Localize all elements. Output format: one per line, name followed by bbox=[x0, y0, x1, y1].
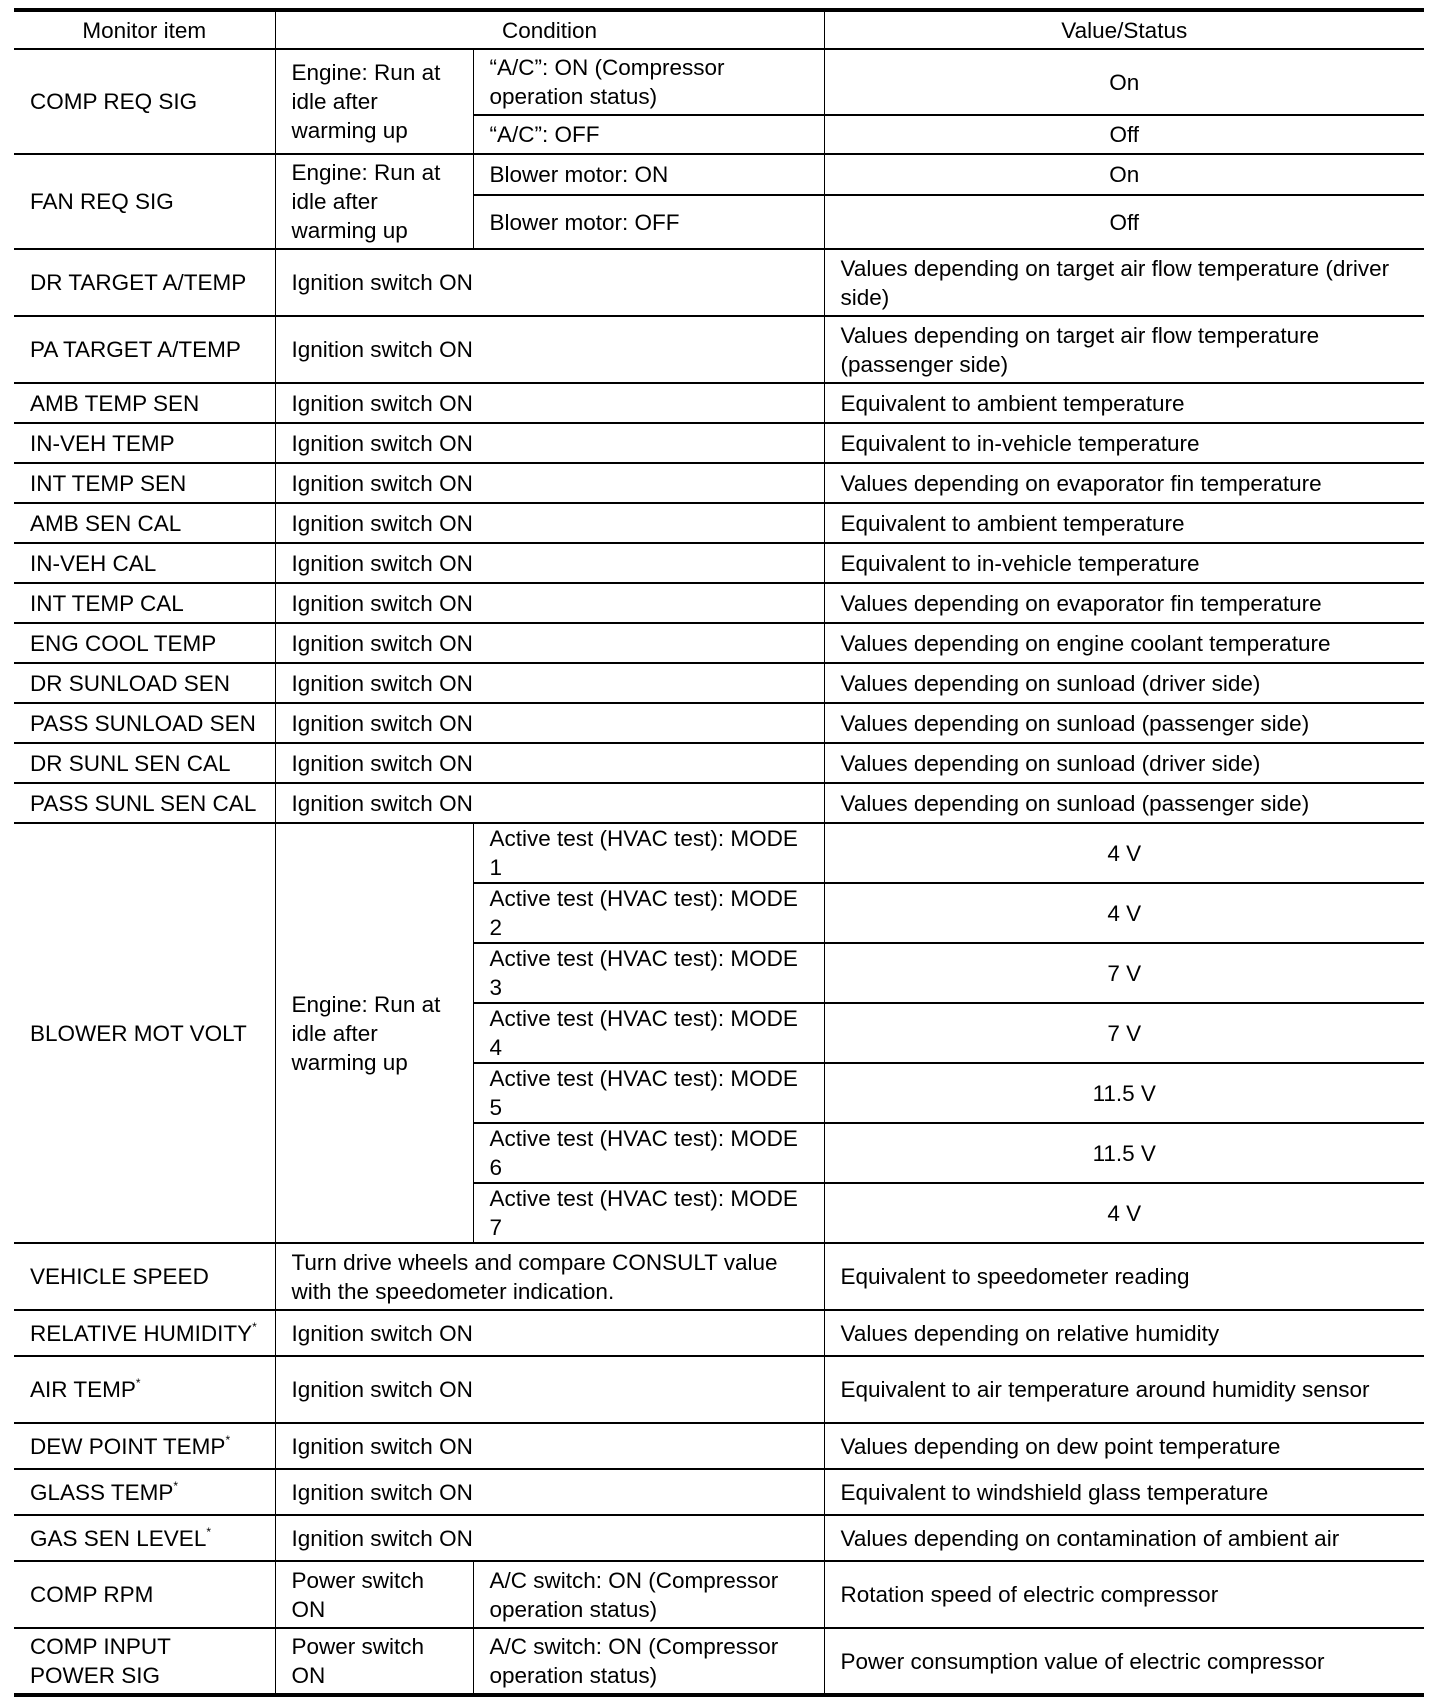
monitor-item-cell bbox=[14, 1423, 275, 1469]
monitor-item-cell: AMB TEMP SEN bbox=[14, 383, 275, 423]
monitor-item-cell: DR SUNL SEN CAL bbox=[14, 743, 275, 783]
sub-condition-cell: A/C switch: ON (Compressor operation status) bbox=[473, 1628, 824, 1695]
condition-cell: Ignition switch ON bbox=[275, 1310, 824, 1356]
table-row bbox=[14, 623, 1424, 663]
value-cell: Values depending on sunload (passenger side) bbox=[824, 783, 1424, 823]
value-cell: 4 V bbox=[824, 1183, 1424, 1243]
sub-condition-cell: Active test (HVAC test): MODE 7 bbox=[473, 1183, 824, 1243]
sub-condition-cell: Active test (HVAC test): MODE 5 bbox=[473, 1063, 824, 1123]
monitor-item-cell: ENG COOL TEMP bbox=[14, 623, 275, 663]
table-row bbox=[14, 249, 1424, 316]
monitor-item-label: DEW POINT TEMP bbox=[30, 1433, 226, 1459]
condition-cell: Ignition switch ON bbox=[275, 383, 824, 423]
condition-cell: Ignition switch ON bbox=[275, 703, 824, 743]
table-row bbox=[14, 1469, 1424, 1515]
condition-cell: Ignition switch ON bbox=[275, 743, 824, 783]
monitor-item-cell: COMP INPUT POWER SIG bbox=[14, 1628, 275, 1695]
value-cell: Off bbox=[824, 195, 1424, 249]
condition-cell: Turn drive wheels and compare CONSULT value with the speedometer indication. bbox=[275, 1243, 824, 1310]
monitor-item-label: GLASS TEMP bbox=[30, 1479, 174, 1505]
value-cell: Values depending on target air flow temperature (passenger side) bbox=[824, 316, 1424, 383]
condition-cell: Ignition switch ON bbox=[275, 1469, 824, 1515]
value-cell: On bbox=[824, 49, 1424, 115]
value-cell: Equivalent to in-vehicle temperature bbox=[824, 543, 1424, 583]
sub-condition-cell: “A/C”: ON (Compressor operation status) bbox=[473, 49, 824, 115]
table-row bbox=[14, 503, 1424, 543]
value-cell: 4 V bbox=[824, 883, 1424, 943]
monitor-item-cell: INT TEMP SEN bbox=[14, 463, 275, 503]
condition-cell: Power switch ON bbox=[275, 1628, 473, 1695]
sub-condition-cell: Active test (HVAC test): MODE 2 bbox=[473, 883, 824, 943]
monitor-item-cell: DR SUNLOAD SEN bbox=[14, 663, 275, 703]
footnote-mark: * bbox=[252, 1319, 257, 1334]
table-row bbox=[14, 154, 1424, 195]
sub-condition-cell: “A/C”: OFF bbox=[473, 115, 824, 154]
condition-cell: Ignition switch ON bbox=[275, 423, 824, 463]
value-cell: 7 V bbox=[824, 1003, 1424, 1063]
value-cell: On bbox=[824, 154, 1424, 195]
value-cell: 7 V bbox=[824, 943, 1424, 1003]
monitor-item-label: AIR TEMP bbox=[30, 1377, 136, 1402]
header-row bbox=[14, 10, 1424, 49]
monitor-item-cell bbox=[14, 1515, 275, 1561]
table-row bbox=[14, 1243, 1424, 1310]
monitor-item-cell: BLOWER MOT VOLT bbox=[14, 823, 275, 1243]
condition-cell: Ignition switch ON bbox=[275, 543, 824, 583]
sub-condition-cell: Blower motor: OFF bbox=[473, 195, 824, 249]
footnote-mark: * bbox=[173, 1478, 179, 1493]
footnote-mark: * bbox=[135, 1376, 141, 1390]
monitor-item-cell: INT TEMP CAL bbox=[14, 583, 275, 623]
sub-condition-cell: Active test (HVAC test): MODE 3 bbox=[473, 943, 824, 1003]
monitor-item-cell: AMB SEN CAL bbox=[14, 503, 275, 543]
condition-cell: Ignition switch ON bbox=[275, 783, 824, 823]
monitor-item-label: GAS SEN LEVEL bbox=[30, 1525, 207, 1551]
value-cell: Values depending on dew point temperature bbox=[824, 1423, 1424, 1469]
monitor-item-cell: PA TARGET A/TEMP bbox=[14, 316, 275, 383]
sub-condition-cell: Active test (HVAC test): MODE 4 bbox=[473, 1003, 824, 1063]
value-cell: Values depending on evaporator fin temperature bbox=[824, 583, 1424, 623]
sub-condition-cell: Blower motor: ON bbox=[473, 154, 824, 195]
table-row bbox=[14, 1423, 1424, 1469]
value-cell: 11.5 V bbox=[824, 1123, 1424, 1183]
value-cell: Equivalent to ambient temperature bbox=[824, 383, 1424, 423]
sub-condition-cell: Active test (HVAC test): MODE 6 bbox=[473, 1123, 824, 1183]
table-row bbox=[14, 1515, 1424, 1561]
condition-cell: Ignition switch ON bbox=[275, 503, 824, 543]
value-cell: Equivalent to air temperature around humidity sensor bbox=[824, 1356, 1424, 1423]
sub-condition-cell: Active test (HVAC test): MODE 1 bbox=[473, 823, 824, 883]
table-row bbox=[14, 49, 1424, 115]
sub-condition-cell: A/C switch: ON (Compressor operation status) bbox=[473, 1561, 824, 1628]
condition-cell: Ignition switch ON bbox=[275, 1423, 824, 1469]
monitor-item-cell: IN-VEH CAL bbox=[14, 543, 275, 583]
table-row bbox=[14, 543, 1424, 583]
table-row bbox=[14, 1356, 1424, 1423]
monitor-item-cell: PASS SUNL SEN CAL bbox=[14, 783, 275, 823]
monitor-item-cell bbox=[14, 1310, 275, 1356]
value-cell: Equivalent to speedometer reading bbox=[824, 1243, 1424, 1310]
monitor-item-cell: COMP RPM bbox=[14, 1561, 275, 1628]
value-cell: 4 V bbox=[824, 823, 1424, 883]
table-row bbox=[14, 1561, 1424, 1628]
value-cell: Values depending on evaporator fin temperature bbox=[824, 463, 1424, 503]
condition-cell: Ignition switch ON bbox=[275, 1515, 824, 1561]
monitor-table bbox=[14, 8, 1424, 1697]
monitor-item-cell: FAN REQ SIG bbox=[14, 154, 275, 249]
header-monitor-item: Monitor item bbox=[14, 10, 275, 49]
table-row bbox=[14, 463, 1424, 503]
monitor-item-cell: COMP REQ SIG bbox=[14, 49, 275, 154]
monitor-item-cell bbox=[14, 1469, 275, 1515]
condition-cell: Engine: Run at idle after warming up bbox=[275, 49, 473, 154]
footnote-mark: * bbox=[206, 1524, 212, 1539]
monitor-item-cell bbox=[14, 1356, 275, 1423]
value-cell: Values depending on sunload (passenger side) bbox=[824, 703, 1424, 743]
monitor-item-label: RELATIVE HUMIDITY bbox=[30, 1320, 253, 1346]
value-cell: 11.5 V bbox=[824, 1063, 1424, 1123]
value-cell: Values depending on sunload (driver side) bbox=[824, 663, 1424, 703]
value-cell: Equivalent to windshield glass temperature bbox=[824, 1469, 1424, 1515]
footnote-mark: * bbox=[225, 1432, 231, 1447]
table-row bbox=[14, 383, 1424, 423]
table-row bbox=[14, 1628, 1424, 1695]
condition-cell: Power switch ON bbox=[275, 1561, 473, 1628]
header-condition: Condition bbox=[275, 10, 824, 49]
table-row bbox=[14, 743, 1424, 783]
monitor-item-cell: PASS SUNLOAD SEN bbox=[14, 703, 275, 743]
value-cell: Equivalent to in-vehicle temperature bbox=[824, 423, 1424, 463]
header-value-status: Value/Status bbox=[824, 10, 1424, 49]
condition-cell: Ignition switch ON bbox=[275, 249, 824, 316]
value-cell: Values depending on target air flow temperature (driver side) bbox=[824, 249, 1424, 316]
monitor-item-cell: VEHICLE SPEED bbox=[14, 1243, 275, 1310]
value-cell: Values depending on relative humidity bbox=[824, 1310, 1424, 1356]
condition-cell: Ignition switch ON bbox=[275, 663, 824, 703]
value-cell: Values depending on contamination of ambient air bbox=[824, 1515, 1424, 1561]
value-cell: Values depending on engine coolant temperature bbox=[824, 623, 1424, 663]
value-cell: Power consumption value of electric compressor bbox=[824, 1628, 1424, 1695]
table-row bbox=[14, 703, 1424, 743]
monitor-item-cell: DR TARGET A/TEMP bbox=[14, 249, 275, 316]
value-cell: Off bbox=[824, 115, 1424, 154]
condition-cell: Ignition switch ON bbox=[275, 463, 824, 503]
table-row bbox=[14, 1310, 1424, 1356]
condition-cell: Ignition switch ON bbox=[275, 1356, 824, 1423]
table-row bbox=[14, 316, 1424, 383]
condition-cell: Ignition switch ON bbox=[275, 623, 824, 663]
value-cell: Rotation speed of electric compressor bbox=[824, 1561, 1424, 1628]
table-row bbox=[14, 583, 1424, 623]
table-row bbox=[14, 423, 1424, 463]
monitor-item-cell: IN-VEH TEMP bbox=[14, 423, 275, 463]
condition-cell: Engine: Run at idle after warming up bbox=[275, 154, 473, 249]
table-row bbox=[14, 663, 1424, 703]
value-cell: Values depending on sunload (driver side) bbox=[824, 743, 1424, 783]
condition-cell: Ignition switch ON bbox=[275, 316, 824, 383]
value-cell: Equivalent to ambient temperature bbox=[824, 503, 1424, 543]
table-row bbox=[14, 823, 1424, 883]
condition-cell: Engine: Run at idle after warming up bbox=[275, 823, 473, 1243]
condition-cell: Ignition switch ON bbox=[275, 583, 824, 623]
table-row bbox=[14, 783, 1424, 823]
